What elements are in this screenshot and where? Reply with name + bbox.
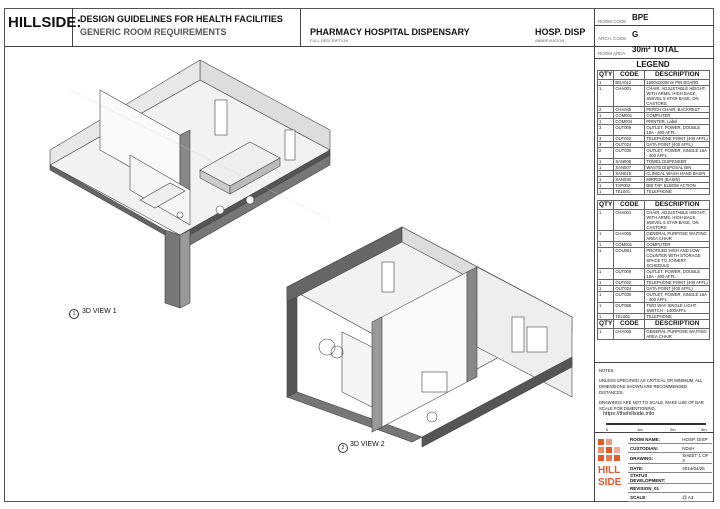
legend-qty: 1 (598, 210, 614, 231)
legend-qty: 1 (598, 80, 614, 86)
title-block (628, 435, 712, 502)
code-header: CODE (614, 71, 645, 80)
room-code: BPE (632, 13, 649, 22)
view-2-label: 3D VIEW 2 (350, 441, 385, 448)
guideline-subtitle: GENERIC ROOM REQUIREMENTS (80, 27, 227, 37)
legend-row (598, 269, 710, 280)
legend-description: CLINICAL WASH HAND BASIN (645, 171, 710, 177)
titleblock-value: 2014/04/25 (680, 464, 712, 473)
room-description-caption: FULL DESCRIPTION (310, 38, 349, 43)
legend-row (598, 292, 710, 303)
legend-header-row (598, 201, 710, 210)
titleblock-label: CUSTODIAN: (628, 444, 680, 453)
legend-code: OUT058 (614, 303, 645, 314)
code-header: CODE (614, 201, 645, 210)
legend-qty: 1 (598, 119, 614, 125)
qty-header: QTY (599, 320, 613, 327)
guideline-title: DESIGN GUIDELINES FOR HEALTH FACILITIES (80, 14, 283, 24)
legend-qty: 1 (598, 177, 614, 183)
legend-code: TAP002 (614, 183, 645, 189)
legend-code: OUT030 (614, 148, 645, 159)
legend-qty: 1 (598, 280, 614, 286)
website-link[interactable]: https://thehillside.info (603, 411, 655, 417)
legend-code: CHA045 (614, 107, 645, 113)
legend-row (598, 210, 710, 231)
hillside-logo (597, 437, 623, 493)
notes-line-2: DRAWINGS ARE NOT TO SCALE, MAKE USE OF BAR SCALE FOR DIMENTIONING. (599, 400, 704, 411)
legend-qty: 1 (598, 269, 614, 280)
legend-qty: 1 (598, 165, 614, 171)
room-full-description: PHARMACY HOSPITAL DISPENSARY (310, 27, 470, 37)
room-abbreviation: HOSP. DISP (535, 27, 586, 37)
legend-qty: 3 (598, 136, 614, 142)
legend-code: SAN007 (614, 165, 645, 171)
notes-block (599, 368, 709, 412)
legend-qty: 1 (598, 292, 614, 303)
legend-qty: 1 (598, 183, 614, 189)
legend-description: PERCH CHAIR, BACKREST (645, 107, 710, 113)
legend-description: COMPUTER (645, 242, 710, 248)
titleblock-label: SCALE: (628, 493, 680, 502)
titleblock-row (628, 464, 712, 473)
description-header: DESCRIPTION (645, 201, 710, 210)
legend-code: COM001 (614, 242, 645, 248)
legend-table-2 (597, 200, 710, 320)
view-1-number: 1 (69, 309, 79, 319)
legend-description: PROFILED HIGH AND LOW COUNTER WITH STORAGE SPACE TO JOINERY SCHEDULE (645, 248, 710, 269)
titleblock-value: SHEET 1 OF 3 (680, 453, 712, 464)
legend-code: CHA001 (614, 86, 645, 107)
legend-code: TEL001 (614, 314, 645, 320)
titleblock-value (680, 473, 712, 484)
legend-description: BIB TAP, ELBOW ACTION (645, 183, 710, 189)
legend-code: SAN006 (614, 159, 645, 165)
svg-text:SIDE: SIDE (598, 477, 622, 488)
titleblock-label: DRAWING: (628, 453, 680, 464)
legend-description: GENERAL PURPOSE WAITING AREA CHAIR (645, 329, 710, 340)
legend-description: TELEPHONE POINT (400 AFFL) (646, 136, 708, 141)
titleblock-row (628, 453, 712, 464)
legend-code: CHA005 (614, 329, 645, 340)
legend-description: MIRROR (BASIN) (645, 177, 710, 183)
legend-description: CHAIR, ADJUSTABLE HEIGHT, WITH ARMS, HIGH BACK, SWIVEL 5 STAR BASE, ON CASTORS (645, 210, 710, 231)
legend-description: OUTLET, POWER, DOUBLE 16A - 400 AFFL (645, 269, 710, 280)
legend-qty: 3 (598, 142, 614, 148)
legend-description: OUTLET, POWER, DOUBLE 16A - 400 AFFL (645, 125, 710, 136)
scale-label-1m: 1m (637, 427, 643, 432)
legend-code: OUT022 (614, 136, 645, 142)
legend-description: OUTLET, POWER, SINGLE 16A - 400 AFFL (645, 148, 710, 159)
legend-description: TOWEL DISPENSER (645, 159, 710, 165)
legend-header-row (598, 71, 710, 80)
legend-qty: 1 (598, 242, 614, 248)
legend-description: WASTE DISPOSAL BIN (645, 165, 710, 171)
titleblock-label: ROOM NAME: (628, 435, 680, 444)
legend-header-row (598, 320, 710, 329)
titleblock-row (628, 444, 712, 453)
arch-code: G (632, 30, 639, 39)
legend-code: OUT030 (614, 292, 645, 303)
legend-row (598, 148, 710, 159)
view-2-number: 2 (338, 443, 348, 453)
legend-description: TELEPHONE (645, 314, 710, 320)
legend-qty: 1 (598, 248, 614, 269)
legend-qty: 1 (598, 171, 614, 177)
titleblock-value: NDoH (680, 444, 712, 453)
code-header: CODE (614, 320, 645, 329)
legend-code: TEL001 (614, 189, 645, 195)
legend-code: CHA005 (614, 231, 645, 242)
3d-view-2-drawing (282, 222, 592, 447)
titleblock-row (628, 473, 712, 484)
svg-text:HILL: HILL (598, 465, 621, 476)
legend-description: PRINTER, Label (645, 119, 710, 125)
legend-row (598, 329, 710, 340)
legend-qty: 2 (598, 107, 614, 113)
legend-code: OUT024 (614, 286, 645, 292)
legend-qty: 1 (598, 314, 614, 320)
legend-description: 1500x1000mm PIN BOARD (645, 80, 710, 86)
legend-code: CHA001 (614, 210, 645, 231)
legend-qty: 1 (598, 329, 614, 340)
legend-description: TELEPHONE POINT (400 AFFL) (646, 280, 708, 285)
legend-code: COM004 (614, 119, 645, 125)
legend-code: COM001 (614, 113, 645, 119)
scale-label-3m: 3m (701, 427, 707, 432)
titleblock-value: @ A3 (680, 493, 712, 502)
legend-code: OUT009 (614, 125, 645, 136)
legend-qty: 1 (598, 303, 614, 314)
titleblock-label: STATUS DEVELOPMENT: (628, 473, 680, 484)
legend-code: BOA012 (614, 80, 645, 86)
legend-row (598, 86, 710, 107)
scale-label-0: 0 (606, 427, 609, 432)
legend-description: GENERAL PURPOSE WAITING AREA CHAIR (645, 231, 710, 242)
notes-heading: NOTES: (599, 368, 615, 373)
legend-qty: 1 (598, 189, 614, 195)
legend-code: COU001 (614, 248, 645, 269)
legend-qty: 2 (598, 148, 614, 159)
legend-title: LEGEND (636, 60, 670, 69)
view-1-label: 3D VIEW 1 (82, 308, 117, 315)
description-header: DESCRIPTION (645, 71, 710, 80)
notes-line-1: UNLESS SPECIFIED AS CRITICAL OR MINIMUM, ALL DIMENSIONS SHOWN ARE RECOMMENDED DISTANCES. (599, 378, 703, 395)
titleblock-label: REVISION_01 (628, 484, 680, 493)
titleblock-row (628, 493, 712, 502)
abbreviation-caption: ABBREVIATION (535, 38, 565, 43)
legend-table-3 (597, 319, 710, 340)
legend-code: OUT009 (614, 269, 645, 280)
titleblock-label: DATE: (628, 464, 680, 473)
arch-code-label: ARCH. CODE (598, 36, 627, 41)
description-header: DESCRIPTION (645, 320, 710, 329)
legend-description: COMPUTER (645, 113, 710, 119)
legend-code: OUT022 (614, 280, 645, 286)
brand-name: HILLSIDE: (8, 14, 82, 31)
legend-row (598, 231, 710, 242)
legend-qty: 1 (598, 86, 614, 107)
titleblock-value (680, 484, 712, 493)
scale-bar (606, 423, 706, 435)
legend-qty: 1 (598, 231, 614, 242)
legend-qty: 1 (598, 159, 614, 165)
legend-row (598, 189, 710, 195)
legend-code: SAN015 (614, 171, 645, 177)
titleblock-row (628, 484, 712, 493)
legend-row (598, 303, 710, 314)
legend-row (598, 125, 710, 136)
legend-qty: 1 (598, 113, 614, 119)
room-area-label: ROOM AREA (598, 51, 626, 56)
titleblock-value: HOSP. DISP (680, 435, 712, 444)
legend-description: CHAIR, ADJUSTABLE HEIGHT, WITH ARMS, HIGH BACK, SWIVEL 5 STAR BASE, ON CASTORS (645, 86, 710, 107)
legend-code: SAN030 (614, 177, 645, 183)
legend-description: DATA POINT (400 AFFL) (645, 142, 710, 148)
legend-row (598, 248, 710, 269)
scale-label-2m: 2m (670, 427, 676, 432)
legend-qty: 1 (598, 286, 614, 292)
room-area: 30m² TOTAL (632, 45, 679, 54)
qty-header: QTY (599, 71, 613, 78)
legend-description: DATA POINT (400 AFFL) (645, 286, 710, 292)
legend-description: OUTLET, POWER, SINGLE 16A - 400 AFFL (645, 292, 710, 303)
legend-description: TELEPHONE (645, 189, 710, 195)
legend-qty: 3 (598, 125, 614, 136)
legend-code: OUT024 (614, 142, 645, 148)
qty-header: QTY (599, 201, 613, 208)
legend-table-1 (597, 70, 710, 195)
titleblock-row (628, 435, 712, 444)
legend-description: TWO WAY SINGLE LIGHT SWITCH - 1400AFFL (645, 303, 710, 314)
room-code-label: ROOM CODE (598, 19, 627, 24)
